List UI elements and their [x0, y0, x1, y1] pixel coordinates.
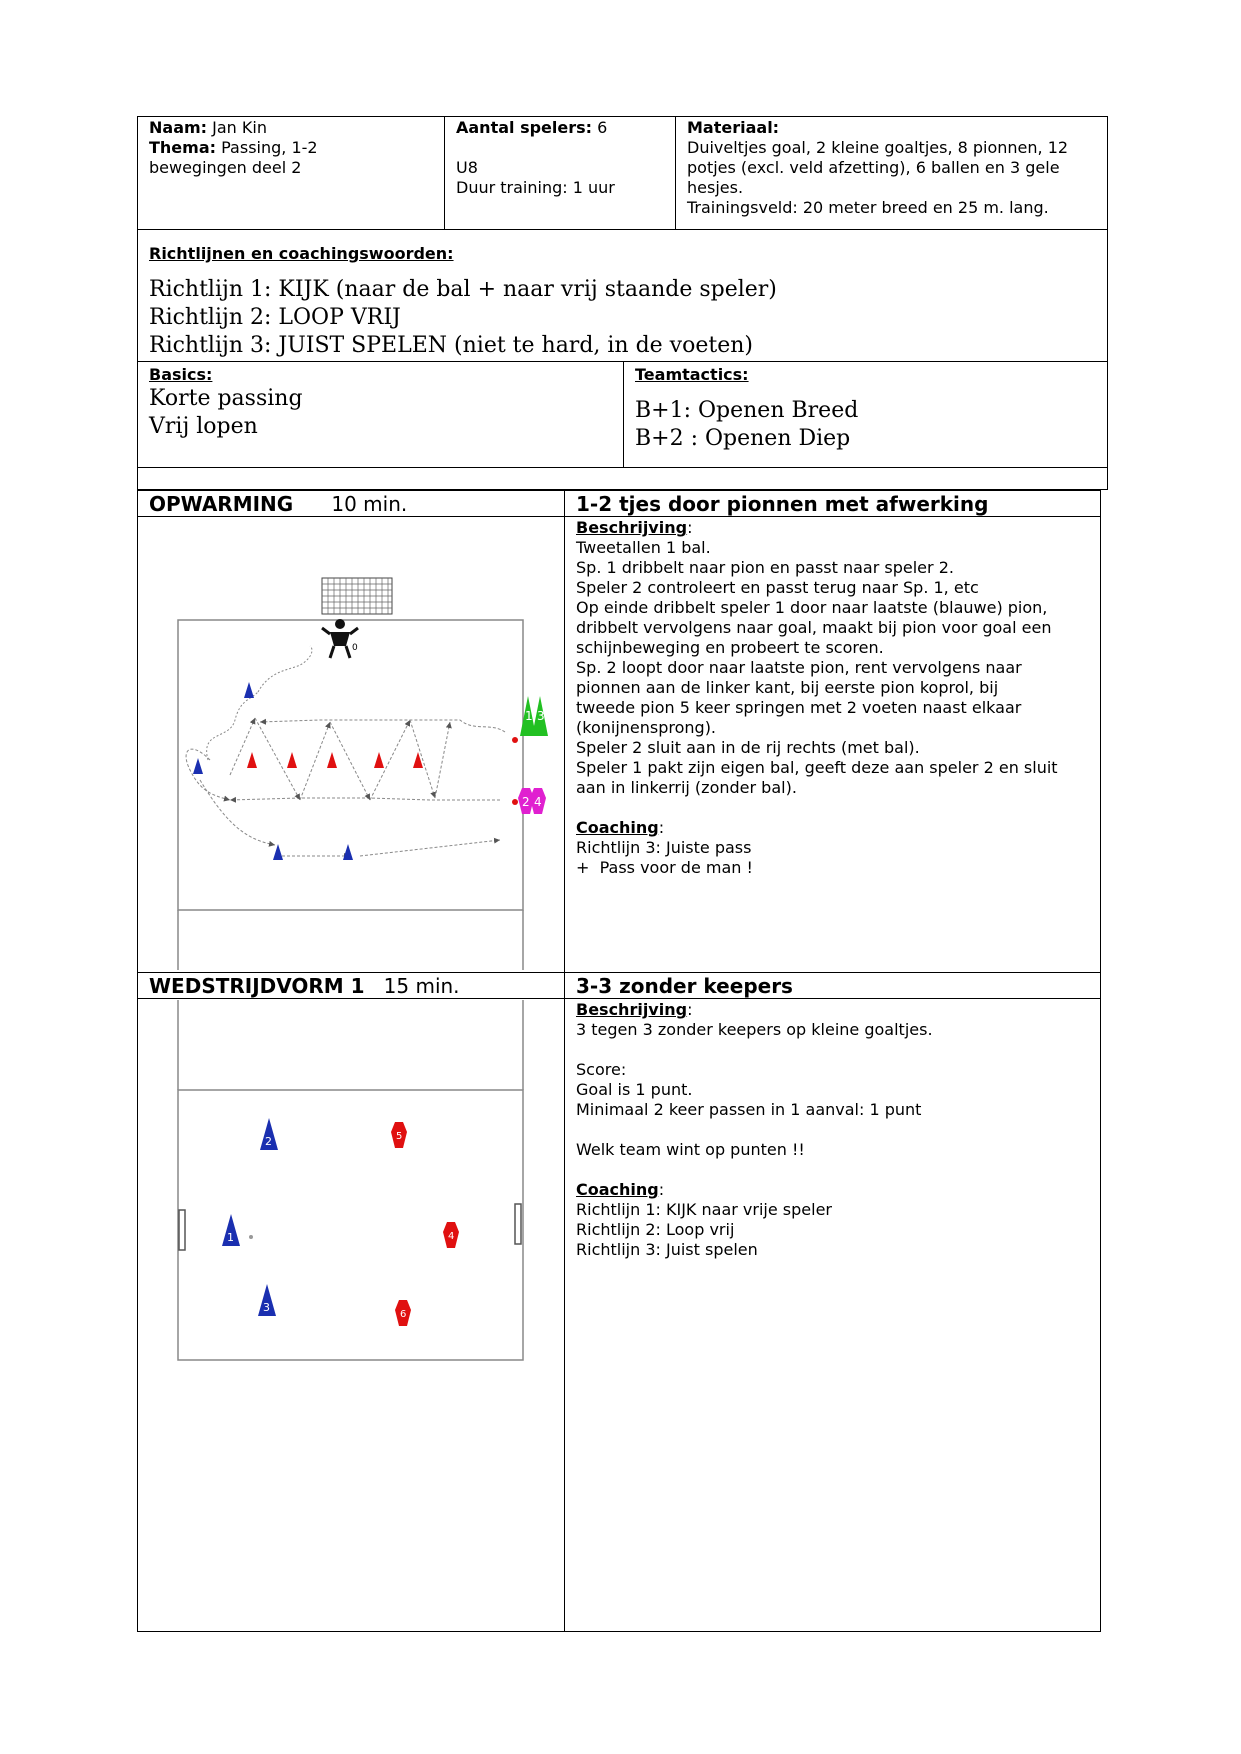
teamtactics-list [635, 397, 858, 453]
blue-player-2 [260, 1118, 278, 1150]
materiaal-line: Duiveltjes goal, 2 kleine goaltjes, 8 pionnen, 12 [687, 138, 1069, 157]
guideline-2: Richtlijn 2: LOOP VRIJ [149, 305, 401, 330]
svg-text:6: 6 [400, 1309, 407, 1320]
coaching-line: + Pass voor de man ! [576, 858, 753, 877]
coaching-line: Richtlijn 1: KIJK naar vrije speler [576, 1200, 832, 1219]
teamtactics-title: Teamtactics: [635, 365, 749, 384]
beschrijving-label: Beschrijving [576, 1000, 688, 1019]
teamtactics-item: B+2 : Openen Diep [635, 426, 851, 451]
materiaal-cell [687, 118, 1068, 218]
blue-player-3 [258, 1284, 276, 1316]
desc-line: Sp. 1 dribbelt naar pion en passt naar speler 2. [576, 558, 954, 577]
magenta-pot-label: 2 [522, 795, 530, 809]
coaching-line: Richtlijn 2: Loop vrij [576, 1220, 735, 1239]
exercise2-name [149, 974, 460, 998]
duur: Duur training: 1 uur [456, 178, 615, 197]
desc-line: Speler 2 sluit aan in de rij rechts (met bal). [576, 738, 920, 757]
desc-line: dribbelt vervolgens naar goal, maakt bij pion voor goal een [576, 618, 1052, 637]
exercise1-title: 1-2 tjes door pionnen met afwerking [576, 492, 989, 516]
exercise1-diagram [170, 570, 545, 970]
keeper-number: 0 [352, 643, 358, 653]
guideline-1: Richtlijn 1: KIJK (naar de bal + naar vrij staande speler) [149, 277, 777, 302]
green-cone-label: 1 [525, 709, 533, 723]
balls [512, 737, 518, 805]
desc-line: (konijnensprong). [576, 718, 717, 737]
svg-text:3: 3 [263, 1301, 270, 1314]
desc-line: tweede pion 5 keer springen met 2 voeten naast elkaar [576, 698, 1022, 717]
dribble-path [207, 692, 258, 760]
desc-line: Op einde dribbelt speler 1 door naar laatste (blauwe) pion, [576, 598, 1048, 617]
desc-line: schijnbeweging en probeert te scoren. [576, 638, 884, 657]
desc-line: 3 tegen 3 zonder keepers op kleine goaltjes. [576, 1020, 933, 1039]
keeper-icon [322, 619, 358, 658]
naam-value: Jan Kin [212, 118, 267, 137]
coaching-line: Richtlijn 3: Juist spelen [576, 1240, 758, 1259]
desc-line: Welk team wint op punten !! [576, 1140, 805, 1159]
shot-path [258, 646, 312, 692]
svg-text:2: 2 [265, 1135, 272, 1148]
thema-value: Passing, 1-2 [221, 138, 318, 157]
pass-lines [186, 718, 505, 856]
spelers-label: Aantal spelers: [456, 118, 593, 137]
exercise1-name [149, 492, 407, 516]
guidelines-list [149, 276, 777, 360]
desc-line: Speler 2 controleert en passt terug naar Sp. 1, etc [576, 578, 979, 597]
red-player-5 [391, 1122, 407, 1148]
blue-player-1 [222, 1214, 240, 1246]
basics-item: Korte passing [149, 386, 303, 411]
svg-text:1: 1 [227, 1231, 234, 1244]
level: U8 [456, 158, 478, 177]
red-player-6 [395, 1300, 411, 1326]
desc-line: Sp. 2 loopt door naar laatste pion, rent vervolgens naar [576, 658, 1022, 677]
materiaal-line: Trainingsveld: 20 meter breed en 25 m. lang. [687, 198, 1049, 217]
desc-line: aan in linkerrij (zonder bal). [576, 778, 797, 797]
thema-value-cont: bewegingen deel 2 [149, 158, 302, 177]
exercise2-time: 15 min. [383, 974, 460, 998]
naam-cell [149, 118, 318, 178]
red-cones [247, 752, 423, 768]
exercise1-label: OPWARMING [149, 492, 294, 516]
thema-label: Thema: [149, 138, 217, 157]
spelers-cell [456, 118, 615, 198]
exercise2-label: WEDSTRIJDVORM 1 [149, 974, 365, 998]
small-goal-left [179, 1210, 185, 1250]
basics-list [149, 385, 303, 441]
ball [249, 1235, 253, 1239]
exercise2-title: 3-3 zonder keepers [576, 974, 793, 998]
coaching-line: Richtlijn 3: Juiste pass [576, 838, 752, 857]
exercise2-diagram [170, 1000, 530, 1370]
small-goal-right [515, 1204, 521, 1244]
basics-title: Basics: [149, 365, 213, 384]
basics-item: Vrij lopen [149, 414, 258, 439]
guideline-3: Richtlijn 3: JUIST SPELEN (niet te hard, in de voeten) [149, 333, 753, 358]
green-cone-label: 3 [537, 709, 545, 723]
magenta-pot-label: 4 [534, 795, 542, 809]
materiaal-label: Materiaal: [687, 118, 780, 137]
goal-net [322, 578, 392, 614]
red-player-4 [443, 1222, 459, 1248]
spelers-value: 6 [597, 118, 608, 137]
svg-text:5: 5 [396, 1131, 403, 1142]
materiaal-line: hesjes. [687, 178, 744, 197]
blue-cones [193, 682, 353, 860]
desc-line: Goal is 1 punt. [576, 1080, 693, 1099]
field [178, 620, 523, 910]
svg-text:4: 4 [448, 1231, 455, 1242]
coaching-label: Coaching [576, 818, 659, 837]
guidelines-title: Richtlijnen en coachingswoorden: [149, 244, 454, 263]
exercise1-time: 10 min. [331, 492, 408, 516]
exercise1-description: Beschrijving: Tweetallen 1 bal. Sp. 1 dribbelt naar pion en passt naar speler 2. Speler 2 controleert en passt terug naar Sp. 1, etc Op einde dribbelt speler 1 door naar laatste (blauwe) pion, dribbelt vervolgens naar goal, maakt bij pion voor goal een schijnbeweging en probeert te scoren. Sp. 2 loopt door naar laatste pion, rent vervolgens naar pionnen aan de linker kant, bij eerste pion koprol, bij tweede pion 5 keer springen met 2 voeten naast elkaar (konijnensprong). Speler 2 sluit aan in de rij rechts (met bal). Speler 1 pakt zijn eigen bal, geeft deze aan speler 2 en sluit aan in linkerrij (zonder bal). Coaching: Richtlijn 3: Juiste pass + Pass voor de man ! [576, 518, 1058, 877]
coaching-label: Coaching [576, 1180, 659, 1199]
exercise2-description: Beschrijving: 3 tegen 3 zonder keepers op kleine goaltjes. Score: Goal is 1 punt. Minimaal 2 keer passen in 1 aanval: 1 punt Welk team wint op punten !! Coaching: Richtlijn 1: KIJK naar vrije speler Richtlijn 2: Loop vrij Richtlijn 3: Juist spelen [576, 1000, 933, 1259]
desc-line: Score: [576, 1060, 627, 1079]
desc-line: Speler 1 pakt zijn eigen bal, geeft deze aan speler 2 en sluit [576, 758, 1058, 777]
naam-label: Naam: [149, 118, 208, 137]
desc-line: Tweetallen 1 bal. [576, 538, 711, 557]
beschrijving-label: Beschrijving [576, 518, 688, 537]
teamtactics-item: B+1: Openen Breed [635, 398, 859, 423]
desc-line: pionnen aan de linker kant, bij eerste pion koprol, bij [576, 678, 999, 697]
materiaal-line: potjes (excl. veld afzetting), 6 ballen en 3 gele [687, 158, 1060, 177]
desc-line: Minimaal 2 keer passen in 1 aanval: 1 punt [576, 1100, 922, 1119]
